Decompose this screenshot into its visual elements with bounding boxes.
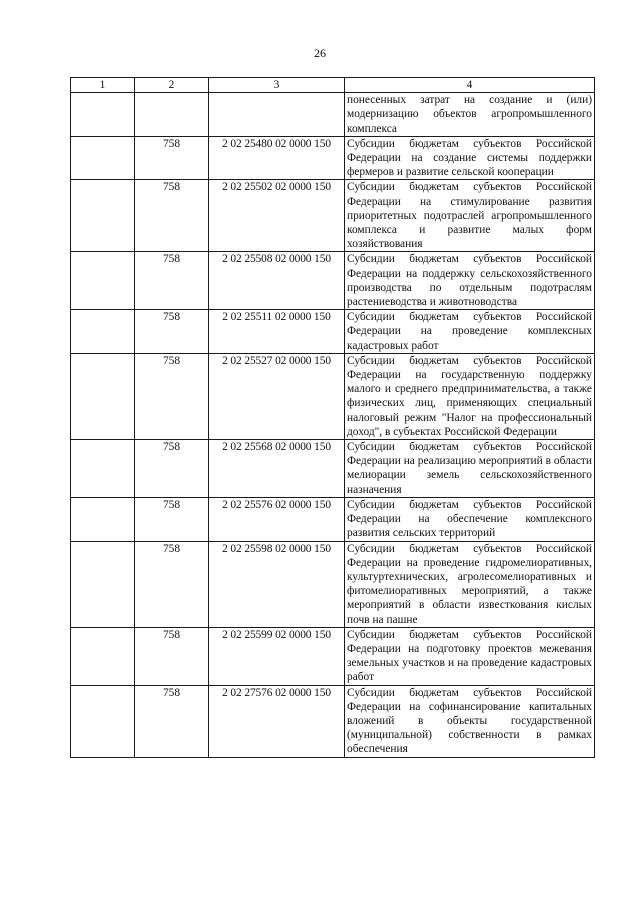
- cell-budget-code: 2 02 25480 02 0000 150: [209, 136, 345, 180]
- cell-number: [71, 627, 135, 685]
- cell-description: Субсидии бюджетам субъектов Российской Федерации на создание системы поддержки фермеров и развитие сельской кооперации: [345, 136, 595, 180]
- cell-number: [71, 180, 135, 252]
- cell-budget-code: 2 02 25598 02 0000 150: [209, 541, 345, 627]
- cell-description: Субсидии бюджетам субъектов Российской Федерации на стимулирование развития приоритетных подотраслей агропромышленного комплекса и развитие малых форм хозяйствования: [345, 180, 595, 252]
- cell-number: [71, 310, 135, 354]
- cell-description: Субсидии бюджетам субъектов Российской Федерации на софинансирование капитальных вложений в объекты государственной (муниципальной) собственности в рамках обеспечения: [345, 685, 595, 757]
- header-col-4: 4: [345, 78, 595, 93]
- cell-description: понесенных затрат на создание и (или) модернизацию объектов агропромышленного комплекса: [345, 93, 595, 137]
- cell-description: Субсидии бюджетам субъектов Российской Федерации на подготовку проектов межевания земельных участков и на проведение кадастровых работ: [345, 627, 595, 685]
- cell-description: Субсидии бюджетам субъектов Российской Федерации на реализацию мероприятий в области мелиорации земель сельскохозяйственного назначения: [345, 440, 595, 498]
- cell-number: [71, 497, 135, 541]
- cell-number: [71, 541, 135, 627]
- cell-budget-code: 2 02 25511 02 0000 150: [209, 310, 345, 354]
- cell-admin-code: 758: [135, 310, 209, 354]
- cell-admin-code: 758: [135, 353, 209, 439]
- cell-number: [71, 440, 135, 498]
- cell-budget-code: 2 02 27576 02 0000 150: [209, 685, 345, 757]
- cell-budget-code: 2 02 25576 02 0000 150: [209, 497, 345, 541]
- page-number: 26: [314, 46, 326, 60]
- cell-description: Субсидии бюджетам субъектов Российской Федерации на проведение гидромелиоративных, культуртехнических, агролесомелиоративных и фитомелиоративных мероприятий, а также мероприятий в области известкования кислых почв на пашне: [345, 541, 595, 627]
- table-row: [71, 685, 595, 757]
- cell-admin-code: 758: [135, 497, 209, 541]
- cell-admin-code: 758: [135, 541, 209, 627]
- header-col-3: 3: [209, 78, 345, 93]
- table-row: [71, 627, 595, 685]
- cell-description: Субсидии бюджетам субъектов Российской Федерации на проведение комплексных кадастровых работ: [345, 310, 595, 354]
- cell-budget-code: 2 02 25599 02 0000 150: [209, 627, 345, 685]
- table-row: [71, 136, 595, 180]
- table-row: [71, 180, 595, 252]
- header-row: [71, 78, 595, 93]
- cell-admin-code: 758: [135, 136, 209, 180]
- table-row: [71, 353, 595, 439]
- cell-description: Субсидии бюджетам субъектов Российской Федерации на государственную поддержку малого и среднего предпринимательства, а также физических лиц, применяющих специальный налоговый режим "Налог на профессиональный доход", в субъектах Российской Федерации: [345, 353, 595, 439]
- cell-number: [71, 93, 135, 137]
- table-row: [71, 252, 595, 310]
- cell-admin-code: 758: [135, 252, 209, 310]
- table-row: [71, 93, 595, 137]
- cell-admin-code: 758: [135, 440, 209, 498]
- cell-number: [71, 136, 135, 180]
- table-body: [71, 93, 595, 757]
- table-row: [71, 541, 595, 627]
- cell-description: Субсидии бюджетам субъектов Российской Федерации на обеспечение комплексного развития сельских территорий: [345, 497, 595, 541]
- cell-budget-code: 2 02 25508 02 0000 150: [209, 252, 345, 310]
- cell-budget-code: [209, 93, 345, 137]
- table-row: [71, 310, 595, 354]
- header-col-1: 1: [71, 78, 135, 93]
- cell-admin-code: 758: [135, 685, 209, 757]
- table-row: [71, 440, 595, 498]
- cell-budget-code: 2 02 25568 02 0000 150: [209, 440, 345, 498]
- table-header: [71, 78, 595, 93]
- cell-number: [71, 252, 135, 310]
- cell-description: Субсидии бюджетам субъектов Российской Федерации на поддержку сельскохозяйственного производства по отдельным подотраслям растениеводства и животноводства: [345, 252, 595, 310]
- cell-admin-code: 758: [135, 180, 209, 252]
- cell-number: [71, 353, 135, 439]
- table-row: [71, 497, 595, 541]
- cell-budget-code: 2 02 25527 02 0000 150: [209, 353, 345, 439]
- cell-admin-code: [135, 93, 209, 137]
- cell-admin-code: 758: [135, 627, 209, 685]
- budget-table: [70, 77, 595, 758]
- cell-number: [71, 685, 135, 757]
- cell-budget-code: 2 02 25502 02 0000 150: [209, 180, 345, 252]
- header-col-2: 2: [135, 78, 209, 93]
